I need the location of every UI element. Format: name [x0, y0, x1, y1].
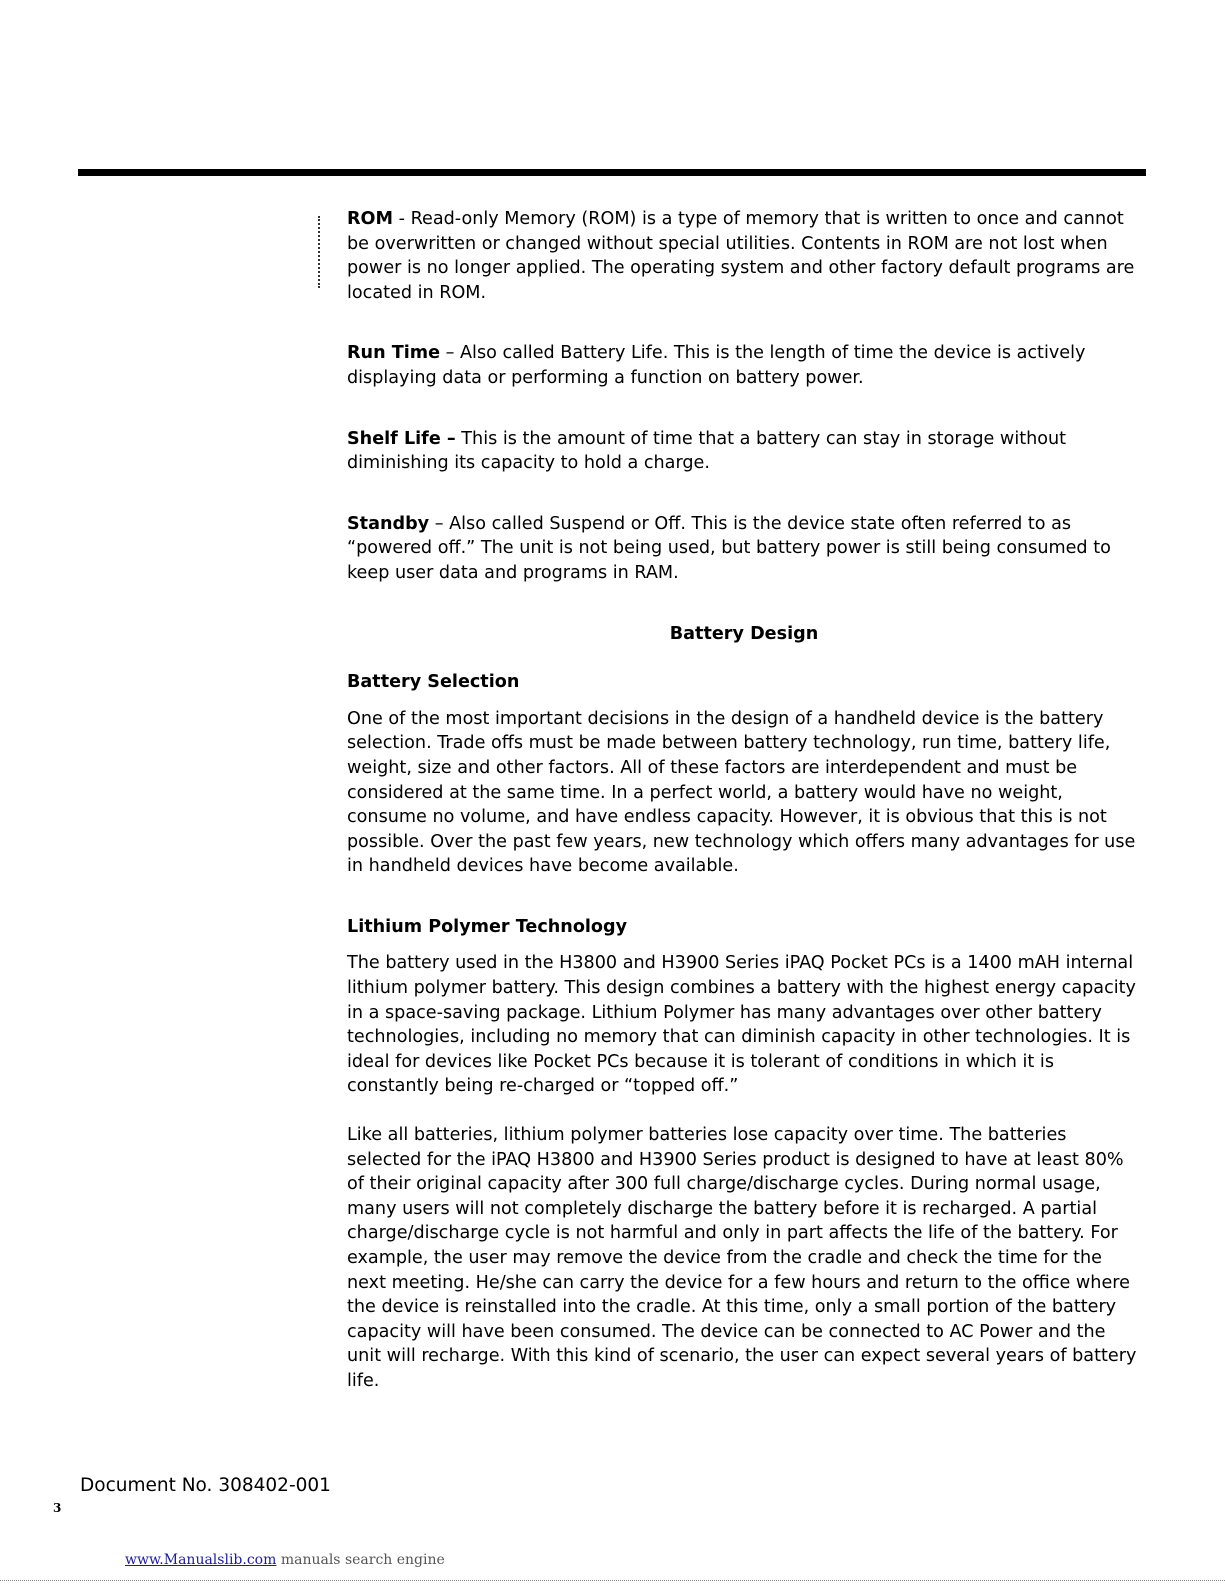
definition-text: Also called Suspend or Off. This is the device state often referred to as “powered off.” The unit is not being used, but battery power is still being consumed to keep user data and programs in RAM.	[347, 513, 1111, 583]
definition-text: Read-only Memory (ROM) is a type of memory that is written to once and cannot be overwritten or changed without special utilities. Contents in ROM are not lost when power is no longer applied. The operating system and other factory default programs are located in ROM.	[347, 209, 1135, 303]
battery-selection-heading: Battery Selection	[347, 672, 520, 693]
definition-rom: ROM - Read-only Memory (ROM) is a type of memory that is written to once and cannot be overwritten or changed without special utilities. Contents in ROM are not lost when power is no longer applied. The operating system and other factory default programs are located in ROM.	[347, 209, 1135, 303]
footer-tagline: manuals search engine	[276, 1552, 445, 1568]
definition-text: This is the amount of time that a battery can stay in storage without diminishing its capacity to hold a charge.	[347, 428, 1067, 474]
lithium-polymer-heading: Lithium Polymer Technology	[347, 916, 628, 937]
definition-term: Standby	[347, 513, 430, 534]
header-rule	[78, 169, 1146, 176]
lithium-paragraph-2: Like all batteries, lithium polymer batteries lose capacity over time. The batteries selected for the iPAQ H3800 and H3900 Series product is designed to have at least 80% of their original capacity after 300 full charge/discharge cycles. During normal usage, many users will not completely discharge the battery before it is recharged. A partial charge/discharge cycle is not harmful and only in part affects the life of the battery. For example, the user may remove the device from the cradle and check the time for the next meeting. He/she can carry the device for a few hours and return to the office where the device is reinstalled into the cradle. At this time, only a small portion of the battery capacity will have been consumed. The device can be connected to AC Power and the unit will recharge. With this kind of scenario, the user can expect several years of battery life.	[347, 1125, 1137, 1391]
definition-term: Shelf Life –	[347, 428, 456, 449]
battery-selection-paragraph: One of the most important decisions in the design of a handheld device is the battery selection. Trade offs must be made between battery technology, run time, battery life, weight, size and other factors. All of these factors are interdependent and must be considered at the same time. In a perfect world, a battery would have no weight, consume no volume, and have endless capacity. However, it is obvious that this is not possible. Over the past few years, new technology which offers many advantages for use in handheld devices have become available.	[347, 708, 1136, 877]
lithium-paragraph-1: The battery used in the H3800 and H3900 Series iPAQ Pocket PCs is a 1400 mAH internal lithium polymer battery. This design combines a battery with the highest energy capacity in a space-saving package. Lithium Polymer has many advantages over other battery technologies, including no memory that can diminish capacity in other technologies. It is ideal for devices like Pocket PCs because it is tolerant of conditions in which it is constantly being re-charged or “topped off.”	[347, 953, 1136, 1097]
manualslib-link[interactable]: www.Manualslib.com	[125, 1552, 277, 1568]
margin-dotted-marker	[318, 216, 320, 288]
definition-run-time: Run Time – Also called Battery Life. This is the length of time the device is actively displaying data or performing a function on battery power.	[347, 343, 1086, 388]
definition-text: Also called Battery Life. This is the length of time the device is actively displaying data or performing a function on battery power.	[347, 343, 1086, 388]
page-content	[347, 207, 1141, 1394]
section-title: Battery Design	[669, 623, 819, 644]
document-number: Document No. 308402-001	[80, 1475, 331, 1496]
page-number: 3	[53, 1501, 62, 1515]
definition-term: ROM	[347, 209, 394, 229]
footer-divider	[0, 1580, 1225, 1581]
footer-attribution	[125, 1552, 445, 1568]
definition-standby: Standby – Also called Suspend or Off. This is the device state often referred to as “powered off.” The unit is not being used, but battery power is still being consumed to keep user data and programs in RAM.	[347, 513, 1111, 583]
definition-term: Run Time	[347, 343, 441, 364]
definition-shelf-life	[347, 427, 1141, 476]
